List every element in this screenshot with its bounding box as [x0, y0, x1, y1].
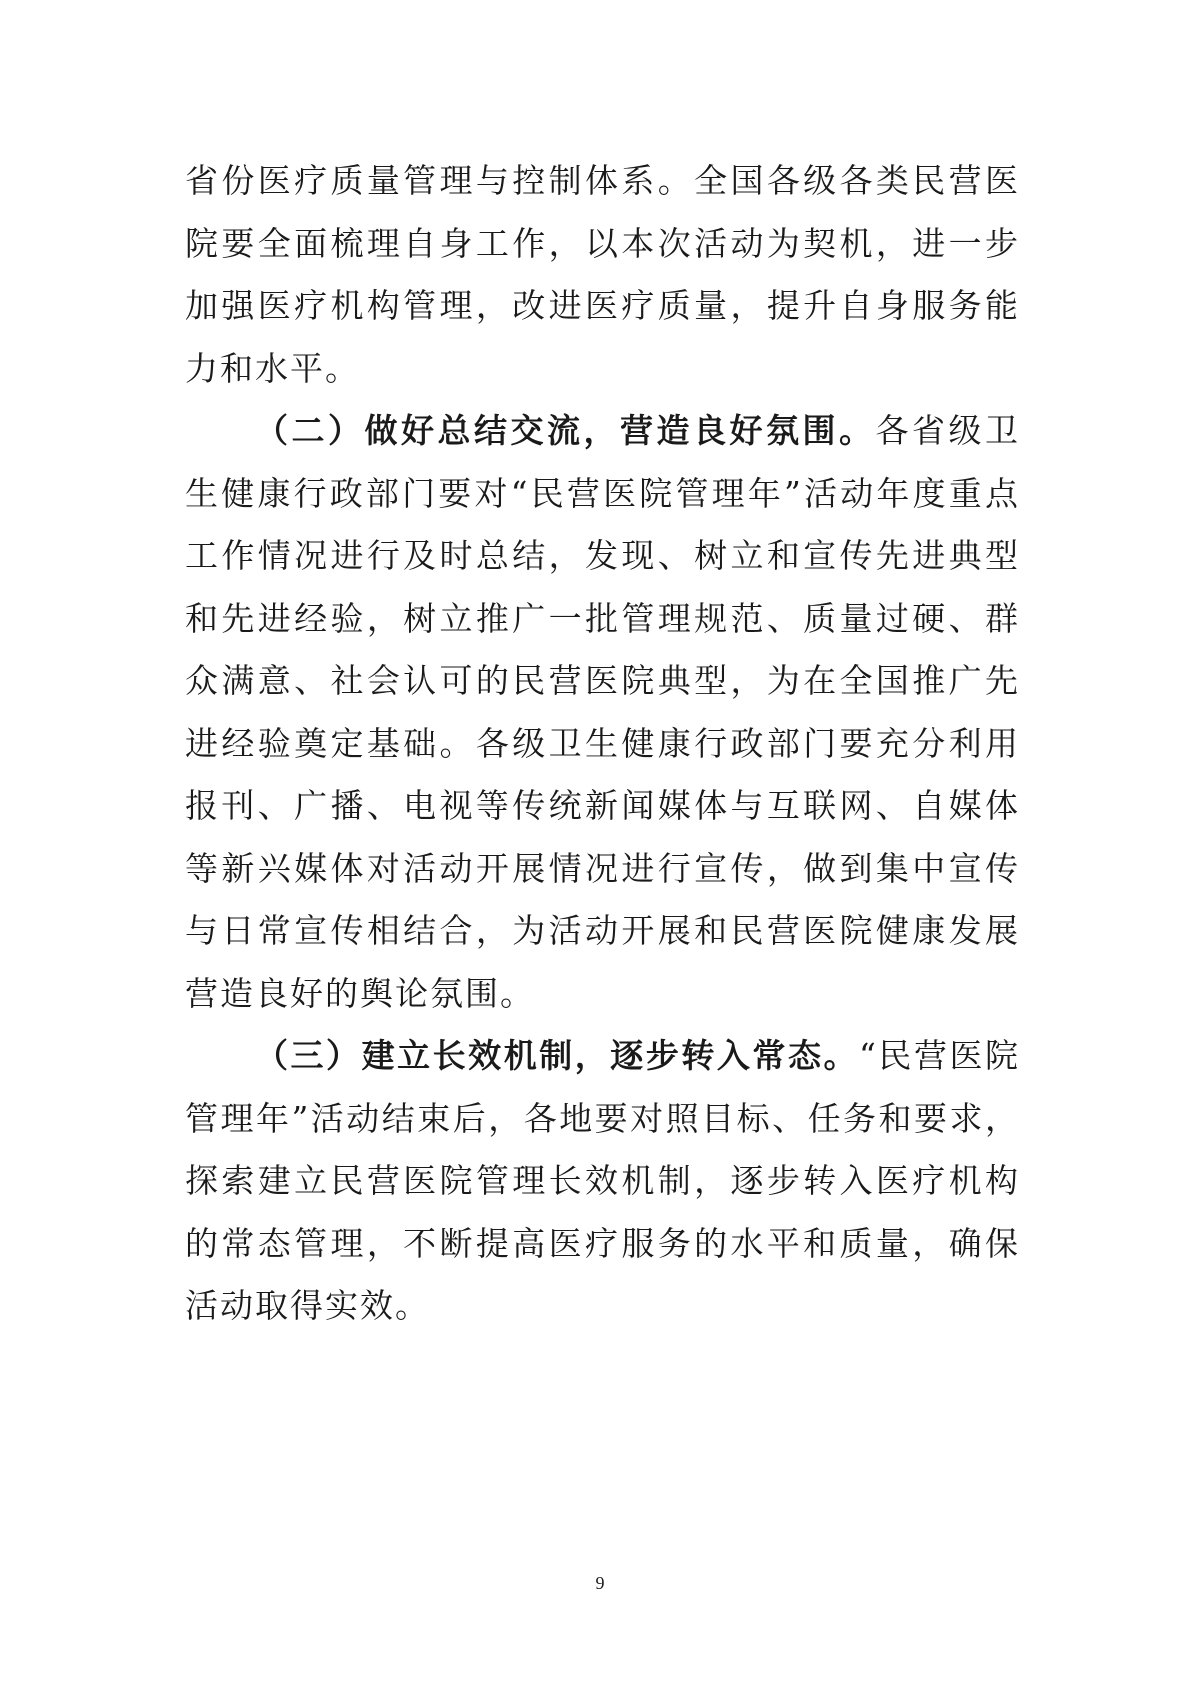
- paragraph-text: 各省级卫生健康行政部门要对“民营医院管理年”活动年度重点工作情况进行及时总结，发现、树立和宣传先进典型和先进经验，树立推广一批管理规范、质量过硬、群众满意、社会认可的民营医院典型，为在全国推广先进经验奠定基础。各级卫生健康行政部门要充分利用报刊、广播、电视等传统新闻媒体与互联网、自媒体等新兴媒体对活动开展情况进行宣传，做到集中宣传与日常宣传相结合，为活动开展和民营医院健康发展营造良好的舆论氛围。: [185, 411, 1020, 1013]
- section-heading-3: （三）建立长效机制，逐步转入常态。: [255, 1036, 860, 1075]
- paragraph-section-3: [185, 1025, 1020, 1338]
- section-heading-2: （二）做好总结交流，营造良好氛围。: [255, 411, 876, 450]
- body-text: [185, 150, 1020, 1338]
- paragraph-text: 省份医疗质量管理与控制体系。全国各级各类民营医院要全面梳理自身工作，以本次活动为契机，进一步加强医疗机构管理，改进医疗质量，提升自身服务能力和水平。: [185, 161, 1020, 388]
- paragraph-continuation: [185, 150, 1020, 400]
- paragraph-section-2: [185, 400, 1020, 1025]
- paragraph-text: “民营医院管理年”活动结束后，各地要对照目标、任务和要求，探索建立民营医院管理长效机制，逐步转入医疗机构的常态管理，不断提高医疗服务的水平和质量，确保活动取得实效。: [185, 1036, 1021, 1325]
- page-number: 9: [595, 1573, 605, 1593]
